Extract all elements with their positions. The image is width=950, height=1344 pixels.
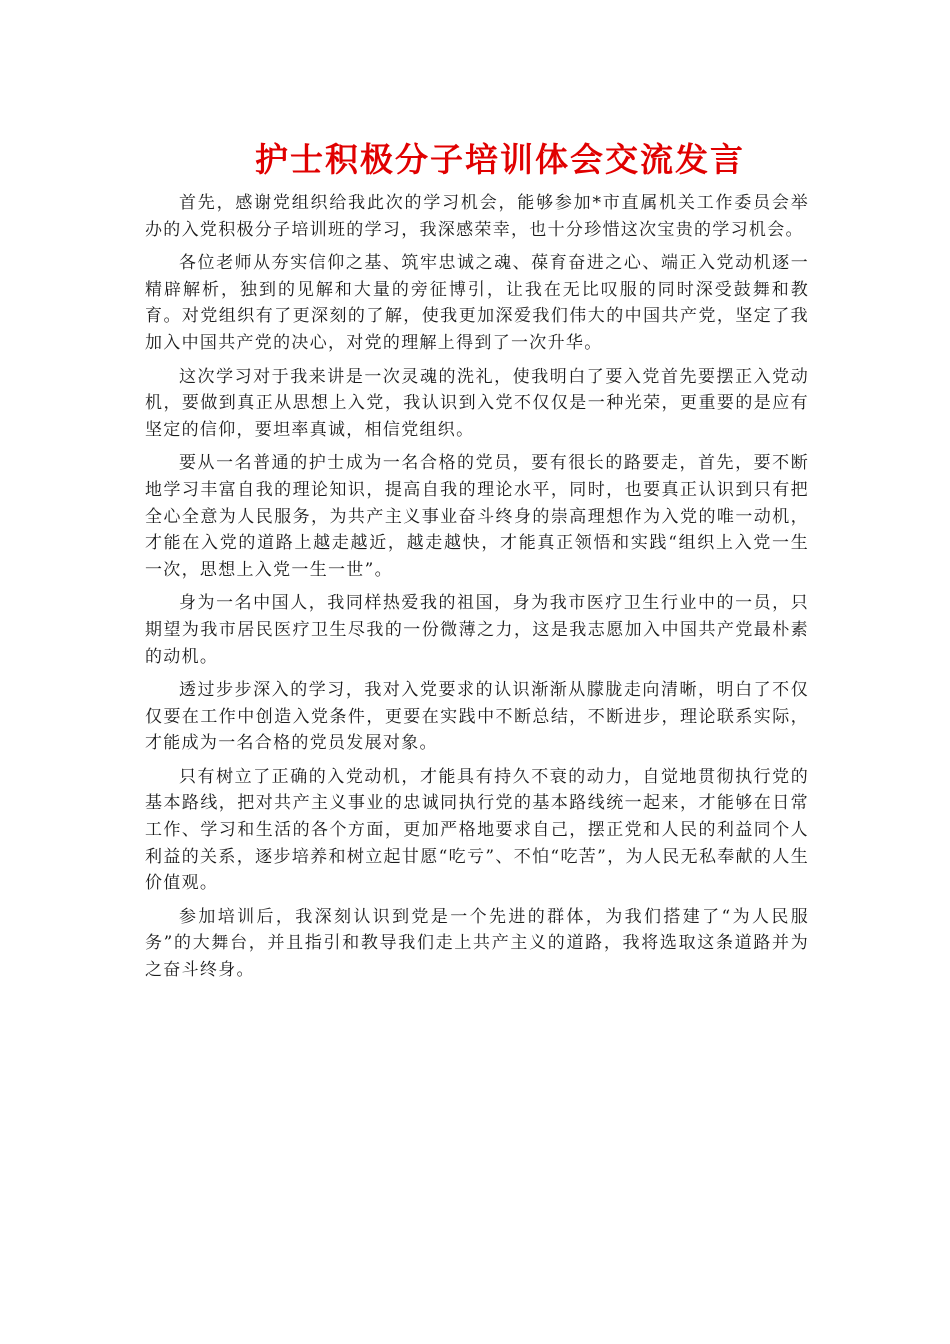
paragraph: 身为一名中国人，我同样热爱我的祖国，身为我市医疗卫生行业中的一员，只期望为我市居民医疗卫生尽我的一份微薄之力，这是我志愿加入中国共产党最朴素的动机。 [145,593,809,667]
paragraph: 参加培训后，我深刻认识到党是一个先进的群体，为我们搭建了“为人民服务”的大舞台，并且指引和教导我们走上共产主义的道路，我将选取这条道路并为之奋斗终身。 [145,906,809,981]
document-title: 护士积极分子培训体会交流发言 [255,140,745,179]
paragraph: 只有树立了正确的入党动机，才能具有持久不衰的动力，自觉地贯彻执行党的基本路线，把对共产主义事业的忠诚同执行党的基本路线统一起来，才能够在日常工作、学习和生活的各个方面，更加严格地要求自己，摆正党和人民的利益同个人利益的关系，逐步培养和树立起甘愿“吃亏”、不怕“吃苦”，为人民无私奉献的人生价值观。 [145,766,809,894]
document-body [145,190,809,991]
paragraph: 透过步步深入的学习，我对入党要求的认识渐渐从朦胧走向清晰，明白了不仅仅要在工作中创造入党条件，更要在实践中不断总结，不断进步，理论联系实际，才能成为一名合格的党员发展对象。 [145,680,809,754]
paragraph: 要从一名普通的护士成为一名合格的党员，要有很长的路要走，首先，要不断地学习丰富自我的理论知识，提高自我的理论水平，同时，也要真正认识到只有把全心全意为人民服务，为共产主义事业奋斗终身的崇高理想作为入党的唯一动机，才能在入党的道路上越走越近，越走越快，才能真正领悟和实践“组织上入党一生一次，思想上入党一生一世”。 [145,453,809,580]
paragraph: 各位老师从夯实信仰之基、筑牢忠诚之魂、葆育奋进之心、端正入党动机逐一精辟解析，独到的见解和大量的旁征博引，让我在无比叹服的同时深受鼓舞和教育。对党组织有了更深刻的了解，使我更加深爱我们伟大的中国共产党，坚定了我加入中国共产党的决心，对党的理解上得到了一次升华。 [145,253,809,353]
paragraph: 首先，感谢党组织给我此次的学习机会，能够参加*市直属机关工作委员会举办的入党积极分子培训班的学习，我深感荣幸，也十分珍惜这次宝贵的学习机会。 [145,193,809,240]
paragraph: 这次学习对于我来讲是一次灵魂的洗礼，使我明白了要入党首先要摆正入党动机，要做到真正从思想上入党，我认识到入党不仅仅是一种光荣，更重要的是应有坚定的信仰，要坦率真诚，相信党组织。 [145,366,809,440]
